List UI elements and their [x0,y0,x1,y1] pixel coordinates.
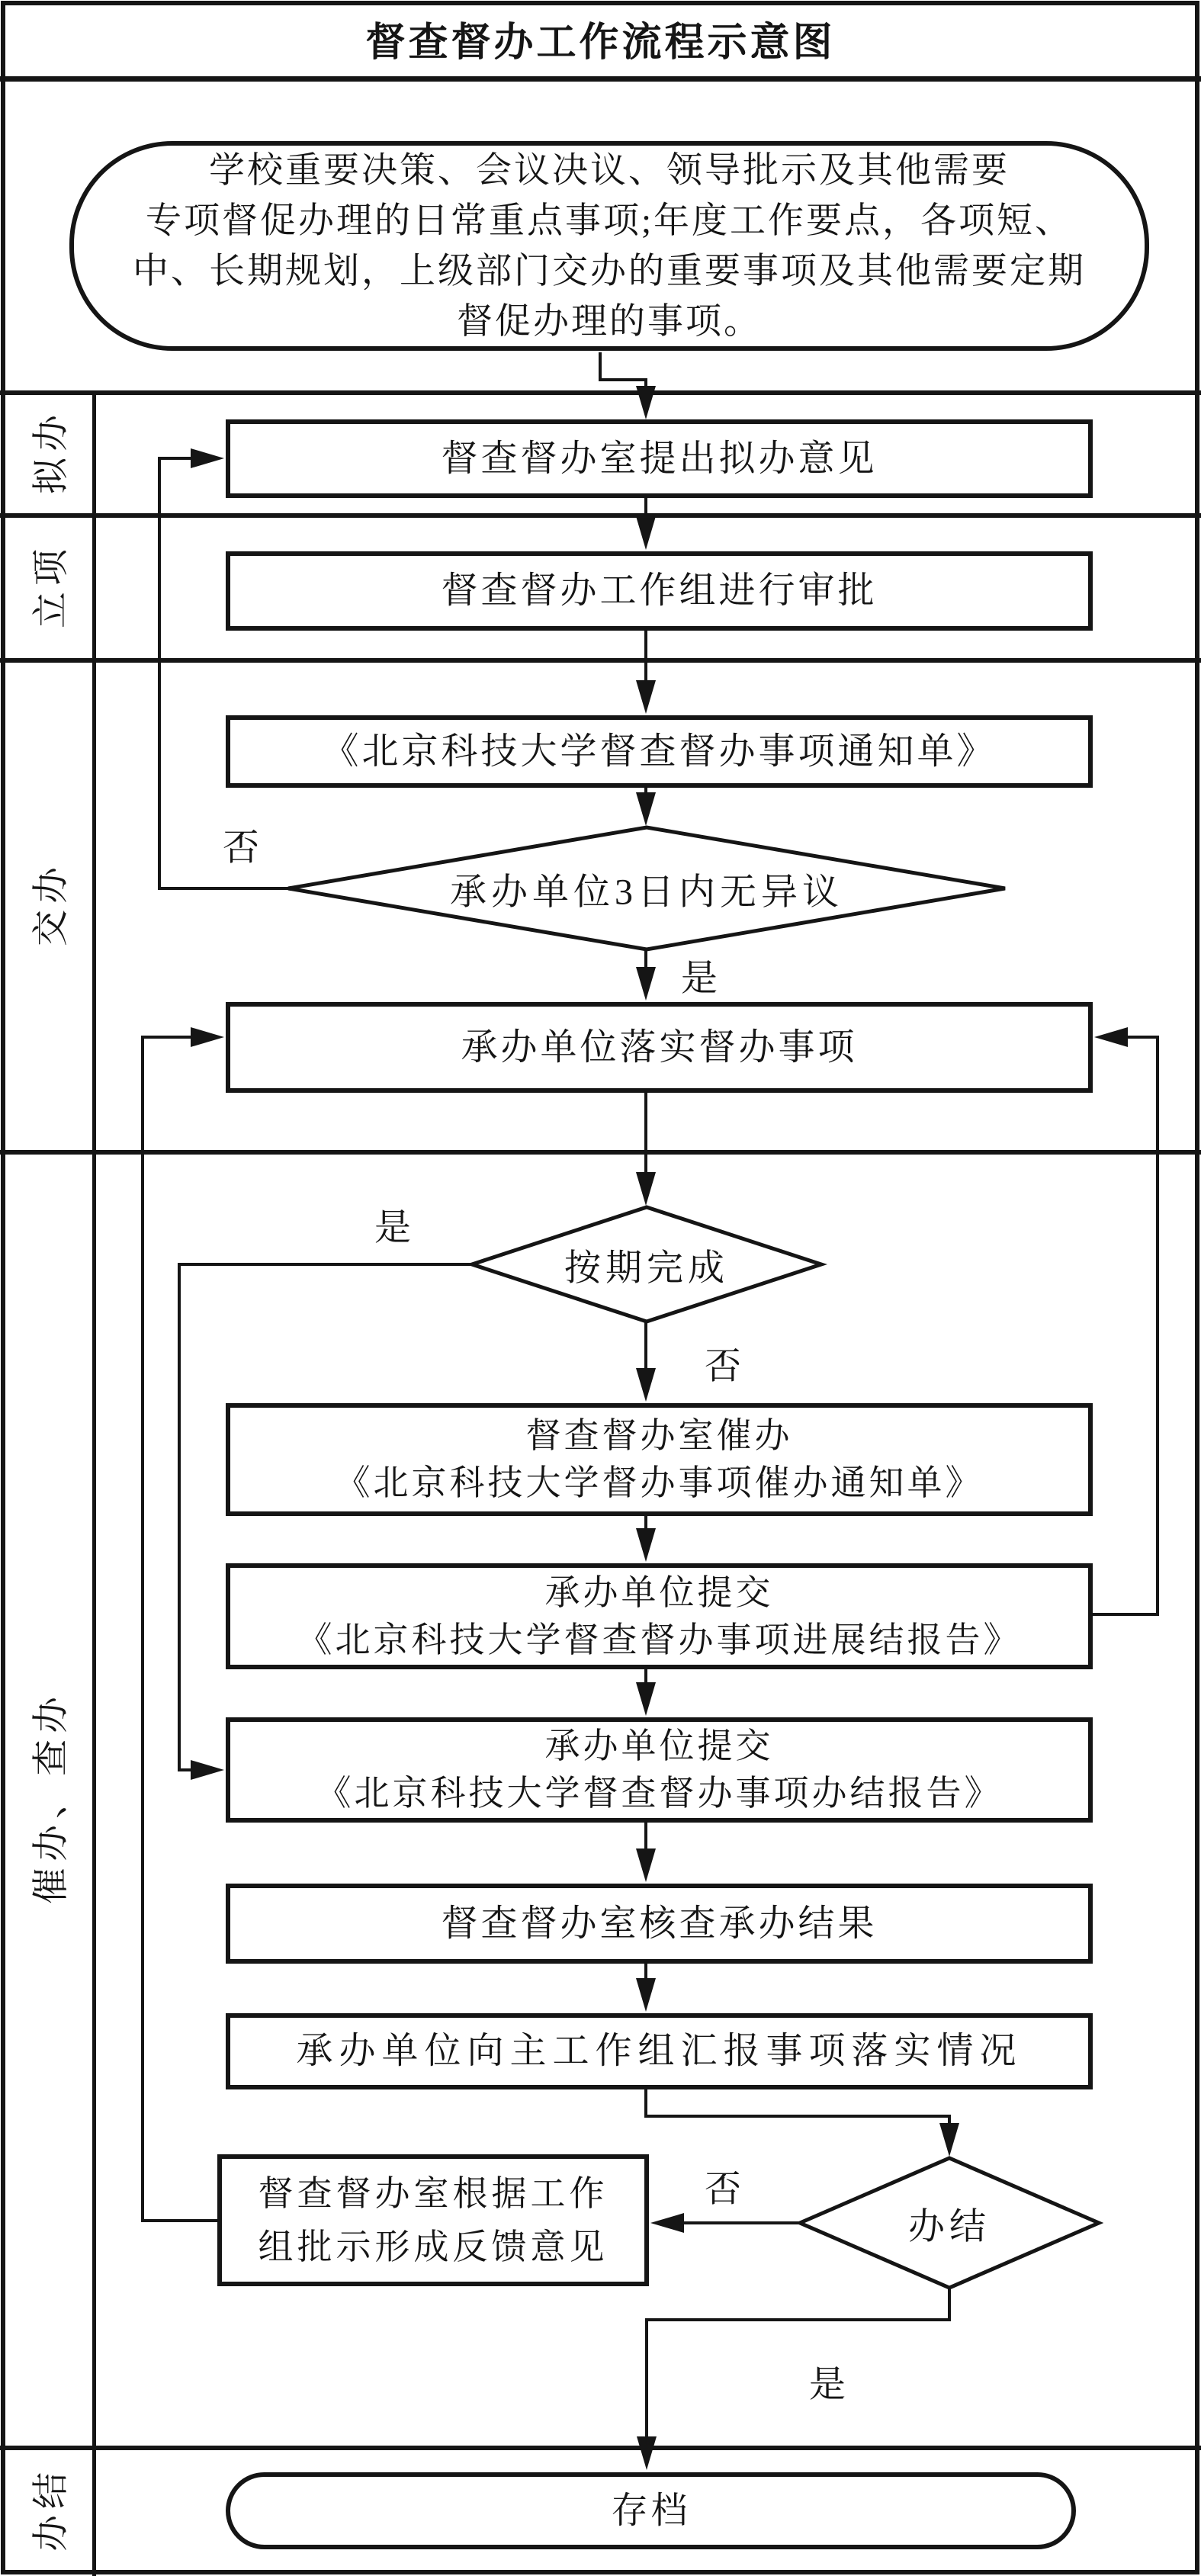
start-node-line: 中、长期规划，上级部门交办的重要事项及其他需要定期 [133,251,1086,291]
node-closure-report-line2: 《北京科技大学督查督办事项办结报告》 [316,1774,1003,1813]
node-progress-report [226,1563,1093,1669]
node-workgroup-approval [226,551,1093,631]
phase-divider-line [0,2446,1201,2450]
node-verify-result [226,1884,1093,1964]
arrowhead [636,967,656,1001]
node-feedback-opinion-line1: 督查督办室根据工作 [258,2173,609,2213]
end-node-archive [226,2472,1076,2549]
node-notice-form-text: 《北京科技大学督查督办事项通知单》 [322,731,997,772]
edge-progress-to-implement-loop [1087,1037,1158,1614]
arrowhead [939,2123,959,2157]
phase-divider-line [0,513,1201,518]
node-propose-opinion [226,419,1093,498]
arrowhead [1094,1027,1128,1047]
node-verify-result-text: 督查督办室核查承办结果 [441,1903,878,1944]
decision-no-objection-label: 承办单位3日内无异议 [449,872,844,913]
page-title [0,0,1201,76]
arrowhead [636,1528,656,1562]
node-urge-notice [226,1403,1093,1516]
arrowhead [636,792,656,826]
phase-label-cuiban-chaban: 催办、查办 [31,1690,72,1905]
label-column-divider [92,390,96,2576]
arrowhead [636,1368,656,1402]
node-closure-report [226,1717,1093,1823]
page-title-text: 督查督办工作流程示意图 [365,21,836,65]
edge-decision2-yes-to-closure [179,1264,472,1770]
node-feedback-opinion-line2: 组批示形成反馈意见 [258,2227,609,2266]
arrowhead [636,516,656,550]
arrowhead [636,1978,656,2012]
edge-label-no: 否 [704,1346,742,1387]
decision-on-time-label: 按期完成 [564,1248,730,1289]
node-report-to-workgroup [226,2013,1093,2089]
node-notice-form [226,715,1093,788]
node-urge-notice-line1: 督查督办室催办 [525,1416,793,1455]
node-feedback-opinion [217,2154,649,2286]
edge-report-to-decision3 [646,2089,949,2141]
node-progress-report-line1: 承办单位提交 [544,1572,774,1612]
phase-label-niban: 拟办 [31,408,72,495]
arrowhead [191,1760,224,1780]
node-workgroup-approval-text: 督查督办工作组进行审批 [441,570,878,611]
start-node-line: 督促办理的事项。 [457,301,762,342]
phase-label-lixiang: 立项 [31,542,72,629]
phase-label-jiaoban: 交办 [31,860,72,947]
phase-label-banjie: 办结 [31,2465,72,2552]
arrowhead [191,1027,224,1047]
edge-label-no: 否 [704,2169,742,2210]
start-node-line: 学校重要决策、会议决议、领导批示及其他需要 [209,150,1010,191]
node-urge-notice-line2: 《北京科技大学督办事项催办通知单》 [335,1463,984,1502]
node-propose-opinion-text: 督查督办室提出拟办意见 [441,438,878,479]
arrowhead [636,1848,656,1882]
start-node [69,141,1149,351]
phase-divider-line [0,390,1201,395]
node-implement-matter [226,1002,1093,1093]
node-implement-matter-text: 承办单位落实督办事项 [461,1026,858,1068]
end-node-archive-text: 存档 [611,2490,691,2531]
node-progress-report-line2: 《北京科技大学督查督办事项进展结报告》 [297,1620,1022,1659]
start-node-line: 专项督促办理的日常重点事项;年度工作要点，各项短、 [145,201,1074,241]
node-closure-report-line1: 承办单位提交 [544,1726,774,1765]
edge-label-no: 否 [222,827,260,869]
edge-label-yes: 是 [680,958,718,999]
edge-start-to-propose [600,352,646,412]
title-divider-line [0,76,1201,82]
edge-label-yes: 是 [808,2364,846,2405]
phase-divider-line [0,1150,1201,1155]
arrowhead [191,448,224,468]
arrowhead [636,1682,656,1716]
arrowhead [637,2436,657,2470]
phase-divider-line [0,658,1201,663]
edge-decision3-yes-to-archive [647,2288,949,2454]
node-report-to-workgroup-text: 承办单位向主工作组汇报事项落实情况 [296,2031,1023,2071]
arrowhead [636,1172,656,1206]
decision-close-label: 办结 [907,2206,991,2247]
arrowhead [650,2213,684,2233]
arrowhead [636,680,656,714]
edge-label-yes: 是 [374,1207,412,1248]
